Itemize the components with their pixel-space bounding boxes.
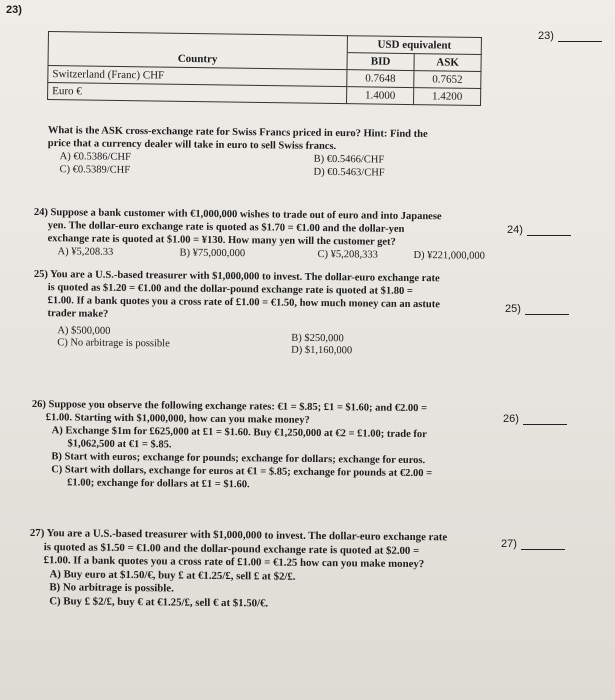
option-d[interactable]: D) $1,160,000 — [291, 344, 353, 357]
answer-label-25: 25) — [505, 303, 521, 315]
table-cell-country: Euro € — [48, 83, 347, 104]
question-text-line: What is the ASK cross-exchange rate for Swiss Francs priced in euro? Hint: Find the — [47, 124, 428, 140]
option-b[interactable]: B) $250,000 — [291, 332, 344, 345]
answer-line-23 — [558, 32, 602, 42]
question-text-line: 25) You are a U.S.-based treasurer with $1,000,000 to invest. The dollar-euro exchange rate — [33, 268, 440, 285]
option-b[interactable]: B) ¥75,000,000 — [179, 247, 246, 260]
question-26-text — [31, 398, 433, 493]
answer-line-24 — [527, 226, 571, 236]
answer-line-26 — [523, 415, 567, 425]
answer-label-27: 27) — [501, 538, 517, 550]
option-d[interactable]: D) €0.5463/CHF — [313, 166, 385, 179]
answer-blank-23[interactable] — [538, 30, 602, 42]
option-c[interactable]: C) No arbitrage is possible — [57, 337, 170, 350]
table-cell-country: Switzerland (Franc) CHF — [48, 66, 347, 87]
question-text-line: trader make? — [47, 308, 109, 320]
answer-line-25 — [525, 305, 569, 315]
question-text-line: is quoted as $1.50 = €1.00 and the dollar-pound exchange rate is quoted at $2.00 = — [43, 540, 420, 557]
question-text-line: £1.00. If a bank quotes you a cross rate of £1.00 = €1.25 how can you make money? — [43, 554, 425, 571]
option-a-continued: $1,062,500 at €1 = $.85. — [67, 438, 172, 451]
option-a[interactable]: A) $500,000 — [57, 325, 111, 337]
answer-blank-27[interactable] — [501, 538, 565, 550]
question-23-text — [47, 124, 427, 180]
option-b[interactable]: B) No arbitrage is possible. — [49, 581, 174, 595]
answer-blank-25[interactable] — [505, 303, 569, 315]
option-row — [47, 163, 427, 180]
option-d[interactable]: D) ¥221,000,000 — [413, 249, 486, 262]
option-c[interactable]: C) €0.5389/CHF — [59, 164, 131, 176]
question-text-line: yen. The dollar-euro exchange rate is quoted as $1.70 = €1.00 and the dollar-yen — [47, 220, 405, 235]
table-cell-bid: 1.4000 — [347, 87, 414, 105]
exchange-rate-table — [47, 31, 482, 106]
table-header-usd: USD equivalent — [347, 36, 481, 55]
answer-label-24: 24) — [507, 224, 523, 236]
question-25-text — [33, 268, 440, 357]
answer-label-23: 23) — [538, 30, 554, 42]
option-b[interactable]: B) €0.5466/CHF — [313, 153, 385, 166]
question-text-line: 26) Suppose you observe the following exchange rates: €1 = $.85; £1 = $1.60; and €2.00 = — [31, 398, 428, 415]
question-text-line: £1.00. If a bank quotes you a cross rate of £1.00 = €1.50, how much money can an astute — [47, 295, 440, 311]
option-a[interactable]: A) €0.5386/CHF — [59, 151, 131, 163]
table-header-country: Country — [48, 49, 347, 70]
question-23-number: 23) — [6, 4, 22, 16]
table-header-ask: ASK — [414, 54, 481, 72]
question-text-line: £1.00. Starting with $1,000,000, how can you make money? — [45, 412, 310, 426]
option-c[interactable]: C) Buy £ $2/£, buy € at €1.25/£, sell € at $1.50/€. — [49, 594, 269, 609]
table-header-bid: BID — [347, 53, 414, 71]
answer-blank-26[interactable] — [503, 413, 567, 425]
option-a[interactable]: A) Buy euro at $1.50/€, buy £ at €1.25/£, sell £ at $2/£. — [49, 567, 296, 583]
table-cell-ask: 0.7652 — [414, 71, 481, 89]
option-b[interactable]: B) Start with euros; exchange for pounds; exchange for dollars; exchange for euros. — [51, 451, 426, 467]
question-text-line: 27) You are a U.S.-based treasurer with $1,000,000 to invest. The dollar-euro exchange rate — [29, 527, 448, 544]
question-text-line: price that a currency dealer will take in euro to sell Swiss francs. — [47, 137, 337, 153]
option-c-continued: £1.00; exchange for dollars at £1 = $1.60. — [67, 477, 250, 491]
answer-line-27 — [521, 540, 565, 550]
table-cell-ask: 1.4200 — [414, 88, 481, 106]
option-a[interactable]: A) ¥5,208.33 — [57, 246, 114, 258]
question-24-text — [33, 206, 486, 262]
answer-label-26: 26) — [503, 413, 519, 425]
question-text-line: 24) Suppose a bank customer with €1,000,000 wishes to trade out of euro and into Japanese — [33, 206, 442, 223]
question-text-line: exchange rate is quoted at $1.00 = ¥130. How many yen will the customer get? — [47, 233, 396, 248]
answer-blank-24[interactable] — [507, 224, 571, 236]
option-a[interactable]: A) Exchange $1m for £625,000 at £1 = $1.60. Buy €1,250,000 at €2 = £1.00; trade for — [51, 425, 427, 441]
option-c[interactable]: C) Start with dollars, exchange for euros at €1 = $.85; exchange for pounds at €2.00 = — [51, 464, 433, 480]
option-c[interactable]: C) ¥5,208,333 — [317, 248, 378, 261]
question-27-text — [29, 527, 447, 612]
question-text-line: is quoted as $1.20 = €1.00 and the dollar-pound exchange rate is quoted at $1.80 = — [47, 282, 413, 297]
table-cell-bid: 0.7648 — [347, 70, 414, 88]
